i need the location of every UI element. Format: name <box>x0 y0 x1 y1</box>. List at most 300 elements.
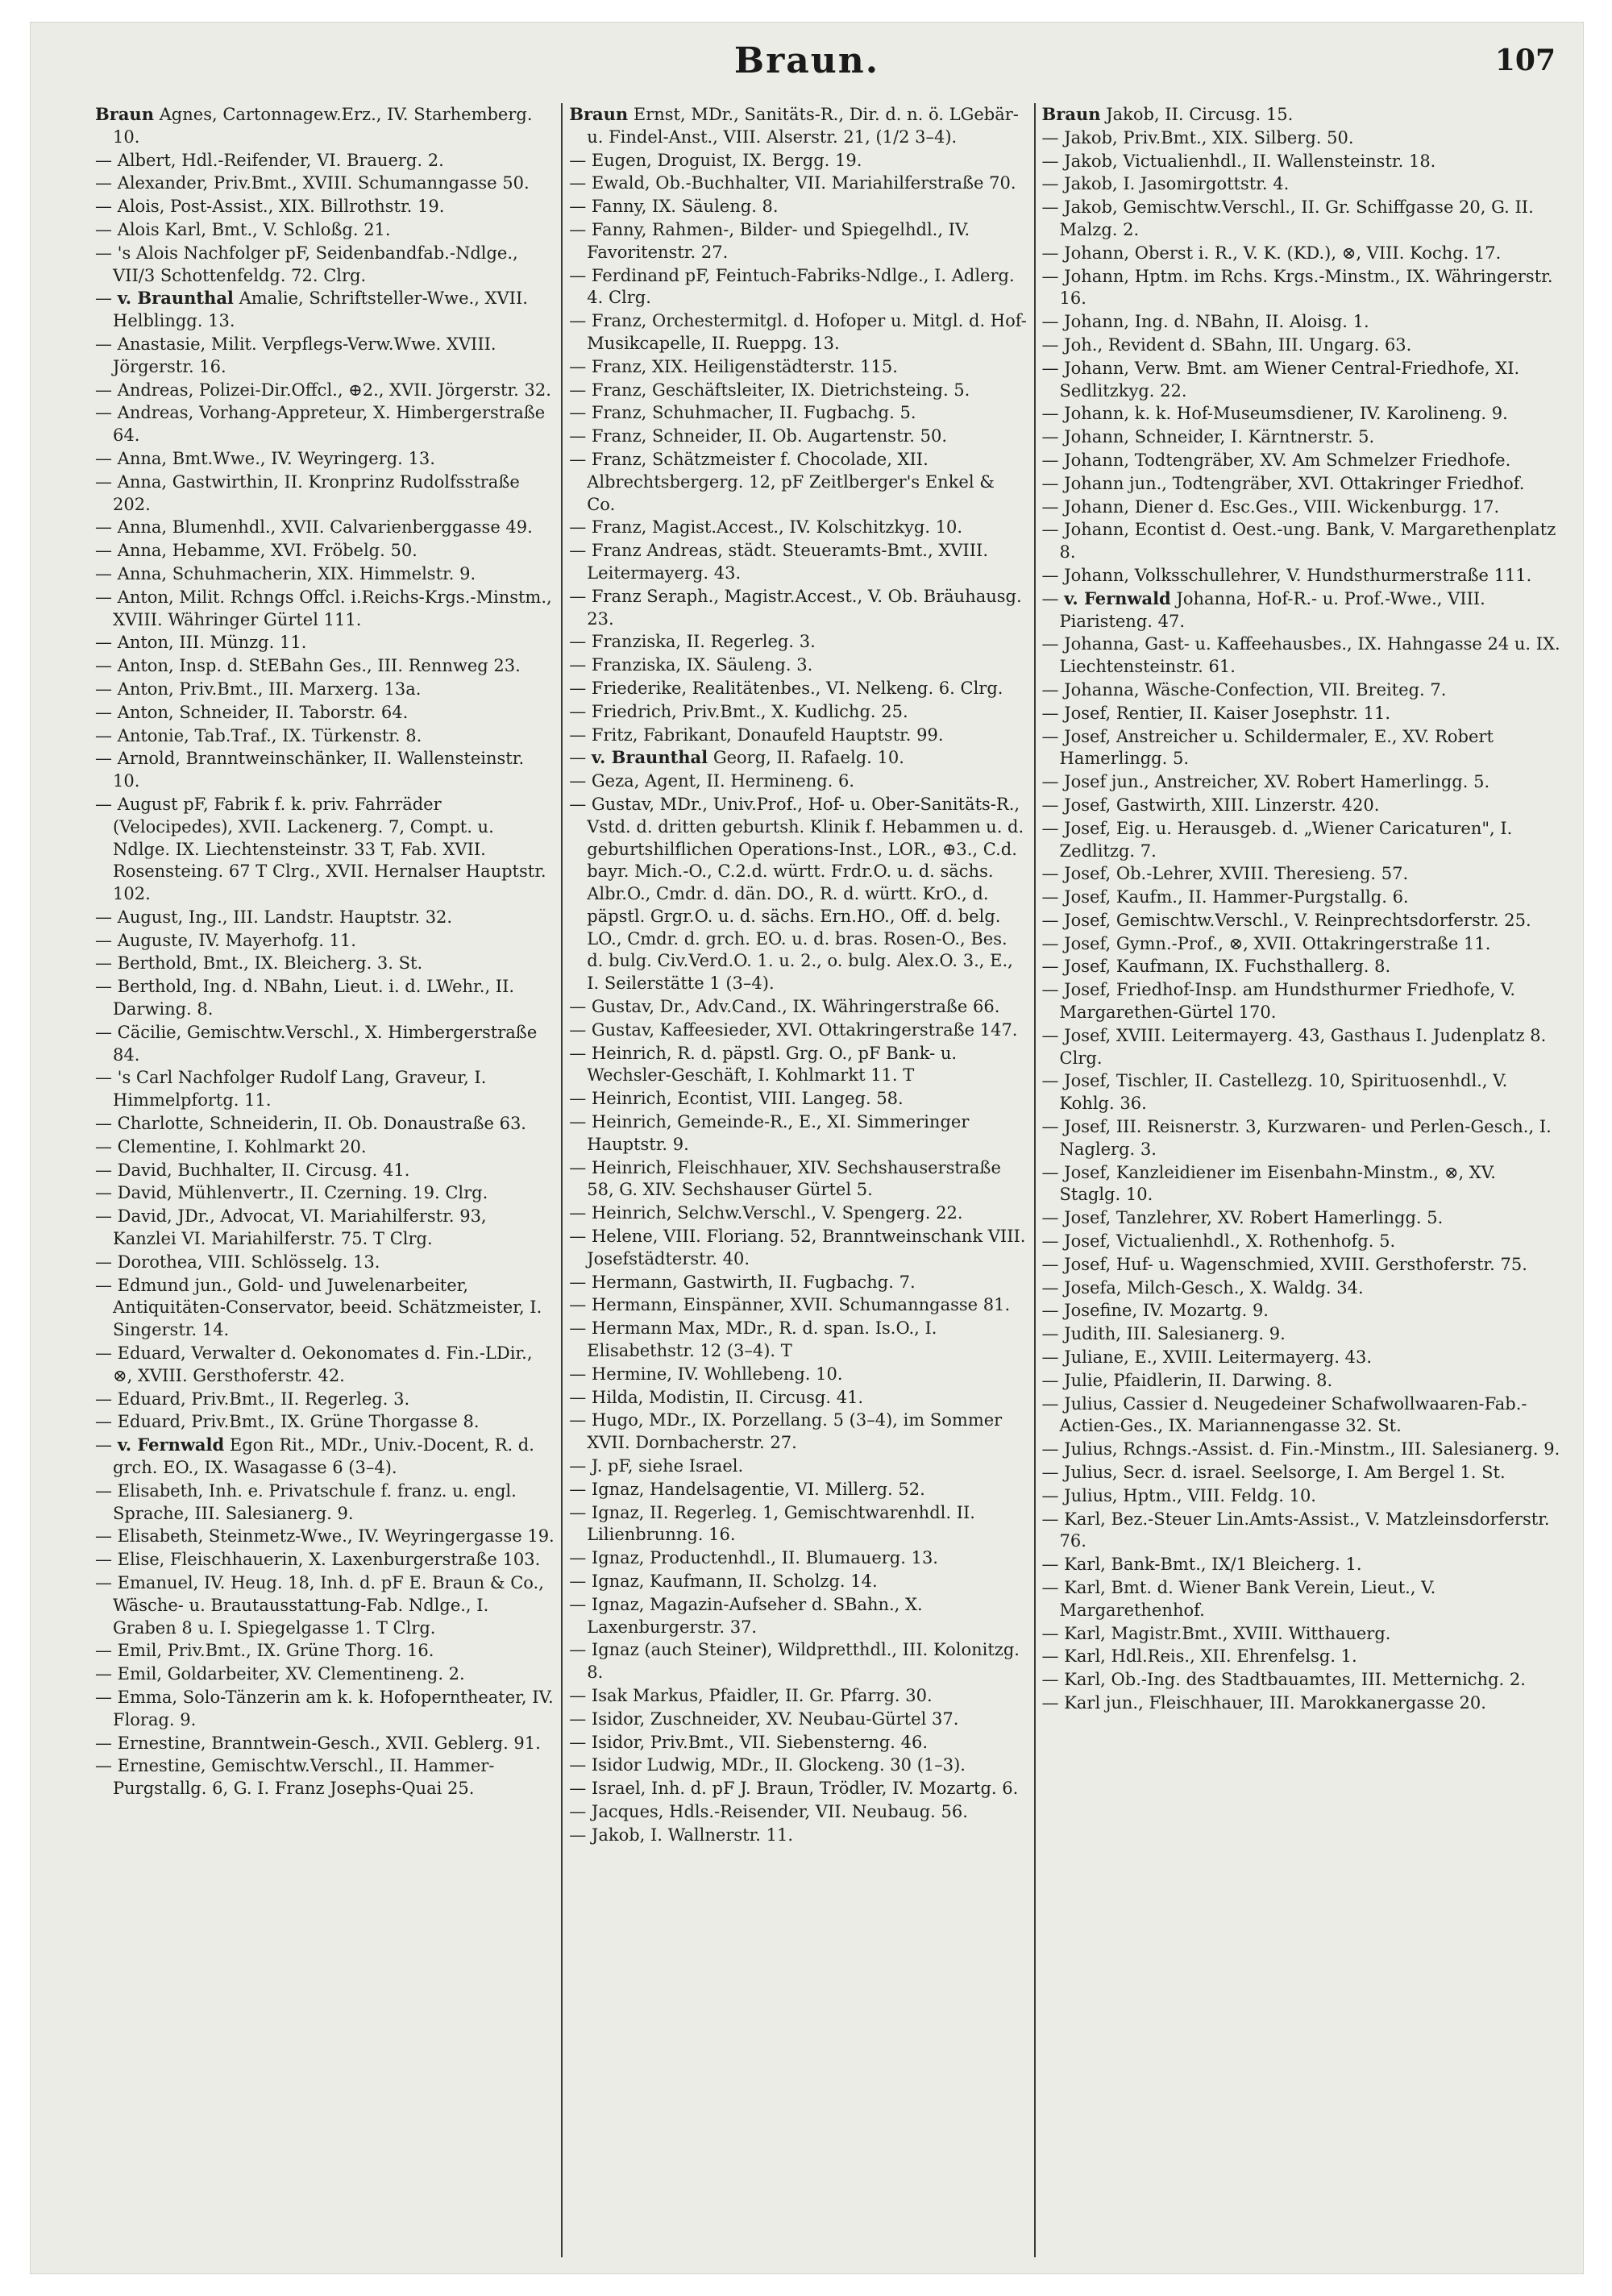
directory-entry <box>569 1386 1027 1410</box>
entry-prefix: — <box>95 1252 112 1272</box>
directory-entry <box>95 471 555 517</box>
entry-text: Isak Markus, Pfaidler, II. Gr. Pfarrg. 30. <box>586 1685 933 1705</box>
directory-entry <box>1042 1393 1560 1439</box>
directory-columns <box>89 103 1567 2257</box>
entry-prefix: — <box>95 173 112 193</box>
entry-text: Anna, Blumenhdl., XVII. Calvarienberggasse 49. <box>112 517 533 538</box>
entry-text: Josef, Gastwirth, XIII. Linzerstr. 420. <box>1058 795 1380 815</box>
directory-entry <box>95 952 555 975</box>
entry-prefix: — <box>1041 358 1059 378</box>
directory-entry <box>95 563 555 586</box>
entry-text: Anna, Schuhmacherin, XIX. Himmelstr. 9. <box>112 563 476 583</box>
entry-text: Josef, Rentier, II. Kaiser Josephstr. 11. <box>1058 703 1391 723</box>
directory-entry <box>95 1388 555 1411</box>
entry-text: Johann, Schneider, I. Kärntnerstr. 5. <box>1058 427 1375 447</box>
entry-text: Ignaz, II. Regerleg. 1, Gemischtwarenhdl. II. Lilienbrunng. 16. <box>586 1502 975 1545</box>
directory-entry <box>569 149 1027 172</box>
entry-text: Andreas, Polizei-Dir.Offcl., ⊕2., XVII. Jörgerstr. 32. <box>112 380 551 400</box>
entry-text: Hermann Max, MDr., R. d. span. Is.O., I. Elisabethstr. 12 (3–4). T <box>586 1318 937 1361</box>
entry-prefix: — <box>1041 1439 1059 1459</box>
entry-prefix: — <box>95 1435 112 1455</box>
directory-entry <box>1042 886 1560 909</box>
entry-text: Isidor Ludwig, MDr., II. Glockeng. 30 (1–3). <box>586 1755 966 1775</box>
entry-text: August, Ing., III. Landstr. Hauptstr. 32. <box>112 907 453 927</box>
entry-text: Eugen, Droguist, IX. Bergg. 19. <box>586 150 862 170</box>
entry-prefix: — <box>1041 933 1059 953</box>
entry-prefix: — <box>1041 1162 1059 1182</box>
entry-prefix: — <box>1041 520 1059 540</box>
directory-page <box>31 23 1583 2273</box>
directory-entry <box>95 1205 555 1251</box>
entry-text: Julius, Hptm., VIII. Feldg. 10. <box>1058 1485 1316 1505</box>
directory-entry <box>95 539 555 563</box>
directory-entry <box>569 1087 1027 1111</box>
entry-prefix: — <box>569 997 587 1017</box>
entry-prefix: — <box>95 1136 112 1156</box>
directory-entry <box>569 1501 1027 1547</box>
entry-prefix: — <box>569 1019 587 1040</box>
entry-prefix: — <box>569 1779 587 1799</box>
directory-entry <box>569 630 1027 654</box>
entry-text: Cäcilie, Gemischtw.Verschl., X. Himbergerstraße 84. <box>112 1022 538 1065</box>
entry-prefix: — <box>569 403 587 423</box>
entry-prefix: — <box>95 702 112 722</box>
entry-text: Johann, Hptm. im Rchs. Krgs.-Minstm., IX. Währingerstr. 16. <box>1058 266 1553 309</box>
entry-text: Franz, Schuhmacher, II. Fugbachg. 5. <box>586 403 916 423</box>
entry-text: David, Buchhalter, II. Circusg. 41. <box>112 1160 410 1180</box>
entry-prefix: — <box>95 633 112 653</box>
entry-text: Ignaz, Handelsagentie, VI. Millerg. 52. <box>586 1479 925 1499</box>
entry-prefix: — <box>1041 1623 1059 1643</box>
directory-entry <box>1042 1461 1560 1484</box>
entry-text: Emil, Goldarbeiter, XV. Clementineng. 2. <box>112 1664 465 1684</box>
entry-text: David, JDr., Advocat, VI. Mariahilferstr. 93, Kanzlei VI. Mariahilferstr. 75. T Clrg. <box>112 1206 487 1249</box>
directory-entry <box>1042 310 1560 334</box>
entry-prefix: — <box>1041 1347 1059 1368</box>
entry-prefix: — <box>569 748 587 768</box>
entry-text: Jakob, I. Wallnerstr. 11. <box>586 1825 794 1845</box>
entry-text: Clementine, I. Kohlmarkt 20. <box>112 1136 367 1156</box>
entry-text: Eduard, Priv.Bmt., II. Regerleg. 3. <box>112 1389 410 1409</box>
directory-entry <box>95 1571 555 1639</box>
entry-text: Franziska, IX. Säuleng. 3. <box>586 655 813 675</box>
entry-text: Eduard, Verwalter d. Oekonomates d. Fin.-LDir., ⊗, XVIII. Gersthoferstr. 42. <box>112 1343 533 1385</box>
entry-prefix: — <box>569 655 587 675</box>
entry-text: Johanna, Wäsche-Confection, VII. Breiteg. 7. <box>1058 679 1447 700</box>
directory-entry <box>1042 817 1560 863</box>
directory-entry <box>569 1800 1027 1824</box>
entry-prefix: — <box>95 1756 112 1776</box>
entry-text: August pF, Fabrik f. k. priv. Fahrräder (Velocipedes), XVII. Lackenerg. 7, Compt. u. Ndlge. IX. Liechtensteinstr. 33 T, Fab. XVII. Rosensteing. 67 T Clrg., XVII. Hernalser Hauptstr. 102. <box>112 794 546 904</box>
entry-prefix: — <box>1041 703 1059 723</box>
directory-entry <box>95 447 555 471</box>
entry-prefix: — <box>95 907 112 927</box>
entry-prefix: — <box>1041 1646 1059 1667</box>
column-middle <box>563 103 1035 2257</box>
directory-entry <box>569 677 1027 700</box>
directory-entry <box>1042 334 1560 357</box>
entry-prefix: — <box>1041 1117 1059 1137</box>
entry-prefix: — <box>95 403 112 423</box>
entry-prefix: — <box>569 1295 587 1315</box>
entry-prefix: — <box>569 1364 587 1384</box>
directory-entry <box>1042 472 1560 496</box>
directory-entry <box>569 770 1027 793</box>
directory-entry <box>95 1136 555 1159</box>
directory-entry <box>1042 1645 1560 1668</box>
directory-entry <box>569 355 1027 379</box>
directory-entry <box>569 1042 1027 1088</box>
directory-entry <box>95 1410 555 1434</box>
entry-text: 's Alois Nachfolger pF, Seidenbandfab.-Ndlge., VII/3 Schottenfeldg. 72. Clrg. <box>112 243 518 285</box>
directory-entry <box>95 333 555 379</box>
entry-prefix: — <box>95 1183 112 1203</box>
directory-entry <box>569 585 1027 631</box>
entry-text: Johanna, Hof-R.- u. Prof.-Wwe., VIII. Piaristeng. 47. <box>1059 588 1485 631</box>
entry-prefix: — <box>1041 1670 1059 1690</box>
entry-prefix: — <box>1041 1692 1059 1713</box>
entry-text: Anton, III. Münzg. 11. <box>112 633 307 653</box>
entry-prefix: — <box>569 1825 587 1845</box>
entry-text: Heinrich, Gemeinde-R., E., XI. Simmeringer Hauptstr. 9. <box>586 1112 970 1154</box>
entry-text: Josef, Huf- u. Wagenschmied, XVIII. Gersthoferstr. 75. <box>1058 1254 1527 1274</box>
directory-entry <box>1042 242 1560 265</box>
directory-entry <box>1042 702 1560 725</box>
directory-entry <box>569 1824 1027 1847</box>
entry-text: Egon Rit., MDr., Univ.-Docent, R. d. grch. EO., IX. Wasagasse 6 (3–4). <box>113 1435 534 1478</box>
entry-prefix: — <box>1041 404 1059 424</box>
entry-text: Jakob, Gemischtw.Verschl., II. Gr. Schiffgasse 20, G. II. Malzg. 2. <box>1058 197 1534 239</box>
entry-prefix: — <box>1041 910 1059 930</box>
entry-text: Heinrich, Selchw.Verschl., V. Spengerg. 22. <box>586 1203 963 1223</box>
entry-prefix: — <box>95 380 112 400</box>
entry-text: Jakob, Priv.Bmt., XIX. Silberg. 50. <box>1058 127 1354 147</box>
entry-text: Anna, Gastwirthin, II. Kronprinz Rudolfsstraße 202. <box>112 471 520 514</box>
entry-text: Jakob, II. Circusg. 15. <box>1100 105 1294 124</box>
directory-entry <box>95 195 555 218</box>
directory-entry <box>1042 127 1560 150</box>
directory-entry <box>95 1639 555 1663</box>
directory-entry <box>95 1066 555 1112</box>
directory-entry <box>95 1754 555 1800</box>
entry-prefix: — <box>569 197 587 217</box>
directory-entry <box>95 242 555 288</box>
entry-text: Agnes, Cartonnagew.Erz., IV. Starhemberg. 10. <box>113 105 533 147</box>
entry-text: Franz, XIX. Heiligenstädterstr. 115. <box>586 356 898 376</box>
entry-text: Antonie, Tab.Traf., IX. Türkenstr. 8. <box>112 725 422 745</box>
entry-prefix: — <box>95 587 112 607</box>
directory-entry <box>95 1434 555 1480</box>
entry-prefix: — <box>569 517 587 538</box>
directory-entry <box>95 1342 555 1388</box>
directory-entry <box>1042 1024 1560 1070</box>
directory-entry <box>95 793 555 906</box>
entry-prefix: — <box>569 1571 587 1591</box>
directory-entry <box>1042 633 1560 679</box>
entry-prefix: — <box>569 311 587 331</box>
entry-prefix: — <box>1041 795 1059 815</box>
entry-prefix: — <box>569 1272 587 1292</box>
directory-entry <box>1042 196 1560 242</box>
entry-text: Hugo, MDr., IX. Porzellang. 5 (3–4), im Sommer XVII. Dornbacherstr. 27. <box>586 1410 1003 1453</box>
directory-entry <box>569 1708 1027 1731</box>
entry-prefix: — <box>1041 772 1059 792</box>
entry-text: Josef, Kanzleidiener im Eisenbahn-Minstm., ⊗, XV. Staglg. 10. <box>1058 1162 1496 1205</box>
entry-prefix: — <box>569 701 587 721</box>
entry-text: Josef, Eig. u. Herausgeb. d. „Wiener Caricaturen", I. Zedlitzg. 7. <box>1058 818 1513 861</box>
directory-entry <box>569 103 1027 149</box>
directory-entry <box>95 1274 555 1342</box>
entry-prefix: — <box>1041 1071 1059 1091</box>
entry-text: Josef, Gymn.-Prof., ⊗, XVII. Ottakringerstraße 11. <box>1058 933 1491 953</box>
entry-text: Johann, Volksschullehrer, V. Hundsthurmerstraße 111. <box>1058 565 1532 585</box>
directory-entry <box>1042 932 1560 956</box>
entry-text: Johann, k. k. Hof-Museumsdiener, IV. Karolineng. 9. <box>1058 404 1508 424</box>
directory-entry <box>95 1686 555 1732</box>
entry-prefix: — <box>95 541 112 561</box>
entry-text: Franz, Schätzmeister f. Chocolade, XII. Albrechtsbergerg. 12, pF Zeitlberger's Enkel & Co. <box>586 449 995 514</box>
directory-entry <box>95 654 555 678</box>
directory-entry <box>1042 1069 1560 1115</box>
entry-text: Julius, Rchngs.-Assist. d. Fin.-Minstm., III. Salesianerg. 9. <box>1058 1439 1560 1459</box>
directory-entry <box>569 1684 1027 1708</box>
directory-entry <box>95 1663 555 1686</box>
entry-prefix: — <box>1041 679 1059 700</box>
entry-text: Elise, Fleischhauerin, X. Laxenburgerstraße 103. <box>112 1550 541 1570</box>
entry-text: Hermine, IV. Wohllebeng. 10. <box>586 1364 843 1384</box>
entry-text: Josef, XVIII. Leitermayerg. 43, Gasthaus I. Judenplatz 8. Clrg. <box>1058 1025 1547 1068</box>
directory-entry <box>569 401 1027 425</box>
entry-prefix: — <box>569 632 587 652</box>
entry-text: Emanuel, IV. Heug. 18, Inh. d. pF E. Braun & Co., Wäsche- u. Brautausstattung-Fab. Ndlge., I. Graben 8 u. I. Spiegelgasse 1. T Clrg. <box>112 1573 544 1638</box>
directory-entry <box>1042 1230 1560 1253</box>
entry-prefix: — <box>1041 1254 1059 1274</box>
directory-entry <box>569 1478 1027 1501</box>
directory-entry <box>1042 564 1560 587</box>
directory-entry <box>569 1293 1027 1317</box>
entry-prefix: — <box>95 243 112 263</box>
entry-prefix: — <box>569 794 587 814</box>
entry-text: Karl, Bank-Bmt., IX/1 Bleicherg. 1. <box>1058 1555 1362 1575</box>
entry-text: Karl, Magistr.Bmt., XVIII. Witthauerg. <box>1058 1623 1391 1643</box>
entry-text: Geza, Agent, II. Hermineng. 6. <box>586 771 855 791</box>
entry-prefix: — <box>1041 1509 1059 1529</box>
entry-text: Franz, Geschäftsleiter, IX. Dietrichsteing. 5. <box>586 380 970 400</box>
directory-entry <box>569 264 1027 310</box>
directory-entry <box>569 1019 1027 1042</box>
directory-entry <box>95 516 555 539</box>
directory-entry <box>569 1317 1027 1363</box>
entry-surname: v. Braunthal <box>591 747 708 768</box>
directory-entry <box>95 1112 555 1136</box>
entry-prefix: — <box>1041 1485 1059 1505</box>
entry-text: Ferdinand pF, Feintuch-Fabriks-Ndlge., I. Adlerg. 4. Clrg. <box>586 265 1015 308</box>
entry-prefix: — <box>569 265 587 285</box>
entry-prefix: — <box>1041 1578 1059 1597</box>
entry-prefix: — <box>1041 887 1059 907</box>
entry-prefix: — <box>1041 1025 1059 1045</box>
entry-text: Friederike, Realitätenbes., VI. Nelkeng. 6. Clrg. <box>586 678 1003 698</box>
entry-text: 's Carl Nachfolger Rudolf Lang, Graveur, I. Himmelpfortg. 11. <box>112 1068 487 1111</box>
page-number: 107 <box>1494 44 1556 77</box>
entry-prefix: — <box>1041 980 1059 1000</box>
entry-text: Josefa, Milch-Gesch., X. Waldg. 34. <box>1058 1277 1364 1297</box>
entry-text: Ewald, Ob.-Buchhalter, VII. Mariahilferstraße 70. <box>586 173 1016 193</box>
entry-text: Franziska, II. Regerleg. 3. <box>586 632 816 652</box>
entry-text: Karl, Hdl.Reis., XII. Ehrenfelsg. 1. <box>1058 1646 1357 1667</box>
entry-text: Josef, Ob.-Lehrer, XVIII. Theresieng. 57. <box>1058 864 1409 884</box>
directory-entry <box>569 195 1027 218</box>
directory-entry <box>1042 587 1560 633</box>
directory-entry <box>95 218 555 242</box>
directory-entry <box>1042 103 1560 127</box>
entry-prefix: — <box>1041 427 1059 447</box>
entry-text: Josef, Friedhof-Insp. am Hundsthurmer Friedhofe, V. Margarethen-Gürtel 170. <box>1058 980 1516 1023</box>
entry-prefix: — <box>95 517 112 538</box>
directory-entry <box>569 172 1027 195</box>
entry-prefix: — <box>95 471 112 492</box>
entry-text: Hermann, Einspänner, XVII. Schumanngasse 81. <box>586 1295 1011 1315</box>
entry-surname: Braun <box>1041 104 1101 124</box>
directory-entry <box>569 1202 1027 1225</box>
directory-entry <box>1042 955 1560 978</box>
entry-text: Karl jun., Fleischhauer, III. Marokkanergasse 20. <box>1058 1692 1486 1713</box>
entry-prefix: — <box>569 173 587 193</box>
page-title: Braun. <box>733 40 880 81</box>
entry-prefix: — <box>1041 1208 1059 1228</box>
entry-text: Johann, Oberst i. R., V. K. (KD.), ⊗, VIII. Kochg. 17. <box>1058 243 1502 263</box>
directory-entry <box>95 103 555 149</box>
entry-prefix: — <box>569 1755 587 1775</box>
entry-prefix: — <box>95 150 112 170</box>
directory-entry <box>1042 172 1560 196</box>
entry-text: Anton, Milit. Rchngs Offcl. i.Reichs-Krgs.-Minstm., XVIII. Währinger Gürtel 111. <box>112 587 552 629</box>
entry-prefix: — <box>95 953 112 974</box>
entry-text: Albert, Hdl.-Reifender, VI. Brauerg. 2. <box>112 150 444 170</box>
entry-prefix: — <box>95 1343 112 1364</box>
entry-text: Ignaz, Productenhdl., II. Blumauerg. 13. <box>586 1548 938 1568</box>
entry-prefix: — <box>569 1801 587 1821</box>
entry-prefix: — <box>1041 473 1059 493</box>
directory-entry <box>569 654 1027 677</box>
entry-text: Fanny, IX. Säuleng. 8. <box>586 197 779 217</box>
entry-text: Arnold, Branntweinschänker, II. Wallensteinstr. 10. <box>112 749 525 791</box>
directory-entry <box>1042 1692 1560 1715</box>
directory-entry <box>1042 770 1560 794</box>
entry-prefix: — <box>569 380 587 400</box>
entry-text: Josef, Kaufmann, IX. Fuchsthallerg. 8. <box>1058 957 1391 977</box>
directory-entry <box>1042 265 1560 311</box>
entry-prefix: — <box>1041 243 1059 263</box>
entry-prefix: — <box>95 563 112 583</box>
entry-prefix: — <box>95 1687 112 1707</box>
entry-text: Josefine, IV. Mozartg. 9. <box>1058 1301 1269 1321</box>
entry-text: Eduard, Priv.Bmt., IX. Grüne Thorgasse 8. <box>112 1412 480 1432</box>
entry-text: Ernst, MDr., Sanitäts-R., Dir. d. n. ö. LGebär- u. Findel-Anst., VIII. Alserstr. 21, (1/2 3–4). <box>587 105 1019 147</box>
entry-prefix: — <box>1041 957 1059 977</box>
directory-entry <box>1042 1622 1560 1646</box>
entry-prefix: — <box>95 289 112 309</box>
entry-prefix: — <box>1041 864 1059 884</box>
directory-entry <box>1042 794 1560 817</box>
entry-text: Ernestine, Gemischtw.Verschl., II. Hammer-Purgstallg. 6, G. I. Franz Josephs-Quai 25. <box>112 1756 495 1799</box>
directory-entry <box>1042 1206 1560 1230</box>
entry-prefix: — <box>95 1573 112 1592</box>
entry-prefix: — <box>569 725 587 745</box>
entry-text: Hermann, Gastwirth, II. Fugbachg. 7. <box>586 1272 916 1292</box>
entry-prefix: — <box>95 1641 112 1661</box>
directory-entry <box>569 793 1027 995</box>
directory-entry <box>1042 449 1560 472</box>
entry-prefix: — <box>1041 1277 1059 1297</box>
directory-entry <box>95 725 555 748</box>
entry-prefix: — <box>569 586 587 606</box>
entry-text: Charlotte, Schneiderin, II. Ob. Donaustraße 63. <box>112 1114 526 1134</box>
entry-text: Karl, Bez.-Steuer Lin.Amts-Assist., V. Matzleinsdorferstr. 76. <box>1058 1509 1550 1551</box>
entry-prefix: — <box>569 1456 587 1476</box>
directory-entry <box>95 906 555 929</box>
entry-text: Isidor, Zuschneider, XV. Neubau-Gürtel 37. <box>586 1709 959 1729</box>
entry-prefix: — <box>1041 588 1059 608</box>
entry-text: David, Mühlenvertr., II. Czerning. 19. Clrg. <box>112 1183 488 1203</box>
entry-prefix: — <box>1041 726 1059 746</box>
entry-prefix: — <box>95 334 112 354</box>
entry-text: Edmund jun., Gold- und Juwelenarbeiter, Antiquitäten-Conservator, beeid. Schätzmeister, I. Singerstr. 14. <box>112 1275 542 1340</box>
directory-entry <box>95 1251 555 1274</box>
entry-text: Anna, Hebamme, XVI. Fröbelg. 50. <box>112 541 418 561</box>
entry-text: Franz Andreas, städt. Steueramts-Bmt., XVIII. Leitermayerg. 43. <box>586 541 988 583</box>
column-right <box>1036 103 1567 2257</box>
entry-prefix: — <box>569 678 587 698</box>
directory-entry <box>569 425 1027 448</box>
entry-text: Anton, Schneider, II. Taborstr. 64. <box>112 702 409 722</box>
directory-entry <box>1042 1346 1560 1369</box>
entry-prefix: — <box>569 1640 587 1660</box>
entry-text: Joh., Revident d. SBahn, III. Ungarg. 63. <box>1058 334 1412 355</box>
entry-prefix: — <box>1041 197 1059 218</box>
directory-entry <box>95 401 555 447</box>
directory-entry <box>569 1271 1027 1294</box>
entry-text: Heinrich, Fleischhauer, XIV. Sechshauserstraße 58, G. XIV. Sechshauser Gürtel 5. <box>586 1157 1001 1200</box>
entry-text: Johanna, Gast- u. Kaffeehausbes., IX. Hahngasse 24 u. IX. Liechtensteinstr. 61. <box>1058 634 1560 677</box>
entry-surname: Braun <box>569 104 629 124</box>
entry-text: Gustav, Dr., Adv.Cand., IX. Währingerstraße 66. <box>586 997 1000 1017</box>
directory-entry <box>569 746 1027 770</box>
entry-prefix: — <box>569 1227 587 1247</box>
directory-entry <box>1042 1369 1560 1393</box>
entry-prefix: — <box>1041 1324 1059 1344</box>
entry-prefix: — <box>569 1594 587 1614</box>
entry-prefix: — <box>95 1068 112 1088</box>
entry-prefix: — <box>95 977 112 997</box>
directory-entry <box>95 149 555 172</box>
directory-entry <box>569 1547 1027 1570</box>
entry-text: Judith, III. Salesianerg. 9. <box>1058 1324 1286 1344</box>
directory-entry <box>1042 426 1560 449</box>
entry-prefix: — <box>95 1733 112 1753</box>
entry-text: Karl, Bmt. d. Wiener Bank Verein, Lieut., V. Margarethenhof. <box>1058 1578 1436 1620</box>
directory-entry <box>95 172 555 195</box>
directory-entry <box>1042 1322 1560 1346</box>
entry-text: Juliane, E., XVIII. Leitermayerg. 43. <box>1058 1347 1373 1368</box>
entry-prefix: — <box>569 1709 587 1729</box>
entry-text: Josef, Anstreicher u. Schildermaler, E., XV. Robert Hamerlingg. 5. <box>1058 726 1494 769</box>
entry-prefix: — <box>569 1043 587 1063</box>
entry-text: Fanny, Rahmen-, Bilder- und Spiegelhdl., IV. Favoritenstr. 27. <box>586 219 970 262</box>
entry-prefix: — <box>95 219 112 239</box>
entry-prefix: — <box>1041 312 1059 332</box>
directory-entry <box>569 1777 1027 1800</box>
